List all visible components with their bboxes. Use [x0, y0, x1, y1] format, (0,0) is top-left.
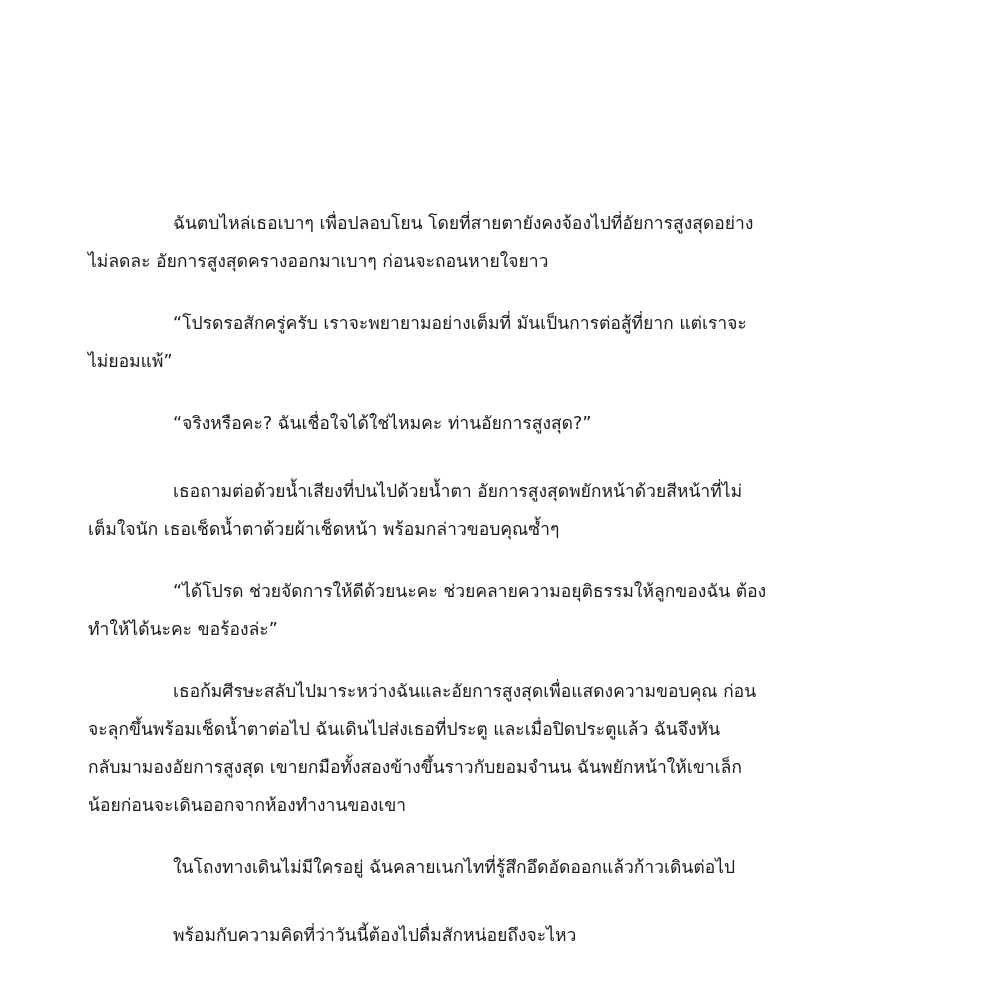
paragraph-7-line-1: ในโถงทางเดินไม่มีใครอยู่ ฉันคลายเนกไทที่รู้สึกอึดอัดออกแล้วก้าวเดินต่อไป	[173, 858, 736, 878]
paragraph-4-line-1: เธอถามต่อด้วยน้ำเสียงที่ปนไปด้วยน้ำตา อัยการสูงสุดพยักหน้าด้วยสีหน้าที่ไม่	[173, 482, 743, 502]
paragraph-1	[88, 205, 918, 281]
paragraph-5-line-1: “ได้โปรด ช่วยจัดการให้ดีด้วยนะคะ ช่วยคลายความอยุติธรรมให้ลูกของฉัน ต้อง	[173, 582, 767, 602]
paragraph-2	[88, 305, 918, 381]
paragraph-6	[88, 673, 918, 825]
paragraph-5	[88, 573, 918, 649]
paragraph-4	[88, 473, 918, 549]
paragraph-6-line-4: น้อยก่อนจะเดินออกจากห้องทำงานของเขา	[88, 796, 407, 816]
paragraph-4-line-2: เต็มใจนัก เธอเช็ดน้ำตาด้วยผ้าเช็ดหน้า พร้อมกล่าวขอบคุณซ้ำๆ	[88, 520, 560, 540]
paragraph-8	[88, 917, 918, 955]
paragraph-2-line-2: ไม่ยอมแพ้”	[88, 352, 173, 372]
paragraph-3-line-1: “จริงหรือคะ? ฉันเชื่อใจได้ใช่ไหมคะ ท่านอัยการสูงสุด?”	[173, 414, 592, 434]
paragraph-3	[88, 405, 918, 443]
paragraph-1-line-2: ไม่ลดละ อัยการสูงสุดครางออกมาเบาๆ ก่อนจะถอนหายใจยาว	[88, 252, 549, 272]
paragraph-7	[88, 849, 918, 887]
paragraph-6-line-3: กลับมามองอัยการสูงสุด เขายกมือทั้งสองข้างขึ้นราวกับยอมจำนน ฉันพยักหน้าให้เขาเล็ก	[88, 758, 742, 778]
paragraph-2-line-1: “โปรดรอสักครู่ครับ เราจะพยายามอย่างเต็มที่ มันเป็นการต่อสู้ที่ยาก แต่เราจะ	[173, 314, 747, 334]
paragraph-6-line-1: เธอก้มศีรษะสลับไปมาระหว่างฉันและอัยการสูงสุดเพื่อแสดงความขอบคุณ ก่อน	[173, 682, 757, 702]
paragraph-5-line-2: ทำให้ได้นะคะ ขอร้องล่ะ”	[88, 620, 278, 640]
document-body	[88, 205, 918, 955]
paragraph-6-line-2: จะลุกขึ้นพร้อมเช็ดน้ำตาต่อไป ฉันเดินไปส่งเธอที่ประตู และเมื่อปิดประตูแล้ว ฉันจึงหัน	[88, 720, 721, 740]
paragraph-8-line-1: พร้อมกับความคิดที่ว่าวันนี้ต้องไปดื่มสักหน่อยถึงจะไหว	[173, 926, 577, 946]
paragraph-1-line-1: ฉันตบไหล่เธอเบาๆ เพื่อปลอบโยน โดยที่สายตายังคงจ้องไปที่อัยการสูงสุดอย่าง	[173, 214, 754, 234]
